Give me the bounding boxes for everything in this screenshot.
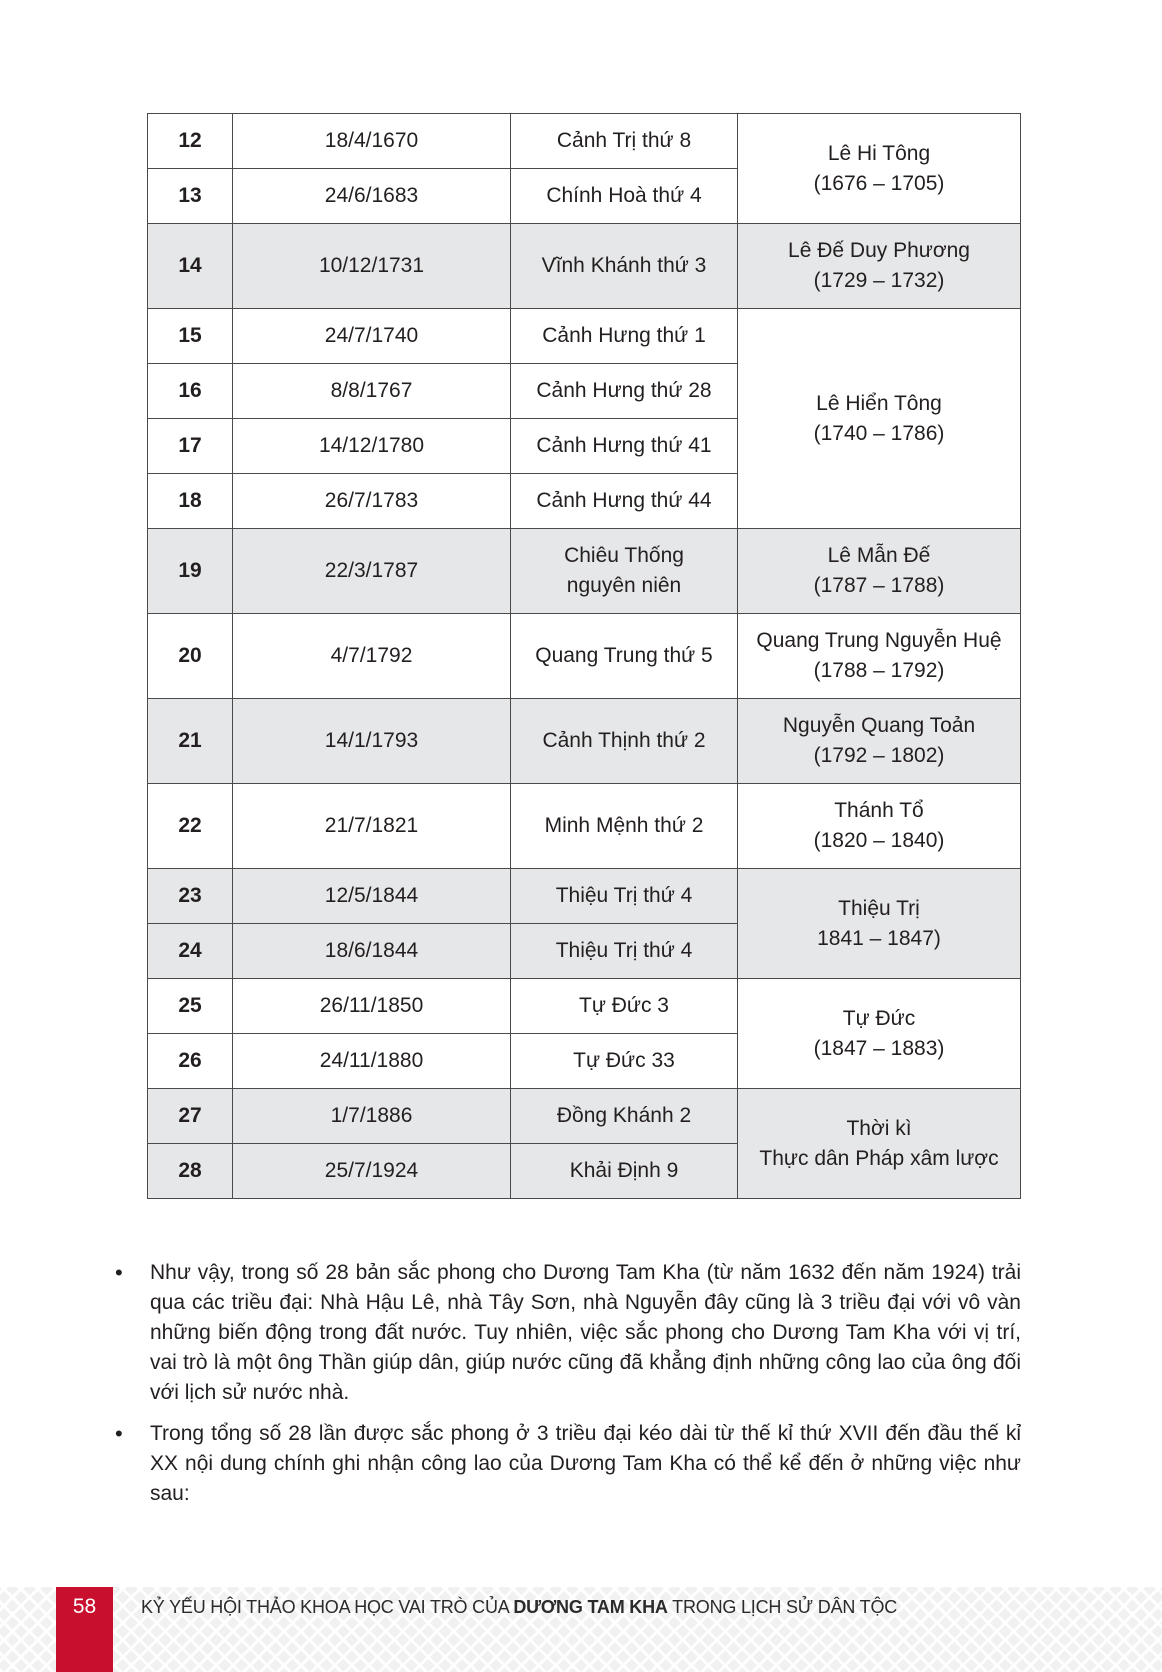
king-name: Lê Hiển Tông xyxy=(816,391,942,415)
row-date: 24/11/1880 xyxy=(233,1034,511,1089)
row-number: 27 xyxy=(148,1089,233,1144)
table-row xyxy=(148,309,1021,364)
row-number: 16 xyxy=(148,364,233,419)
bullet-text: Như vậy, trong số 28 bản sắc phong cho Dương Tam Kha (từ năm 1632 đến năm 1924) trải qua các triều đại: Nhà Hậu Lê, nhà Tây Sơn, nhà Nguyễn đây cũng là 3 triều đại với vô vàn những biến động trong đất nước. Tuy nhiên, việc sắc phong cho Dương Tam Kha với vị trí, vai trò là một ông Thần giúp dân, giúp nước cũng đã khẳng định những công lao của ông đối với lịch sử nước nhà. xyxy=(150,1261,1021,1404)
row-era: Minh Mệnh thứ 2 xyxy=(511,784,738,869)
row-number: 24 xyxy=(148,924,233,979)
row-era: Vĩnh Khánh thứ 3 xyxy=(511,224,738,309)
king-name: Lê Đế Duy Phương xyxy=(788,239,970,262)
row-date: 22/3/1787 xyxy=(233,529,511,614)
row-number: 22 xyxy=(148,784,233,869)
table-row xyxy=(148,784,1021,869)
row-era: Cảnh Trị thứ 8 xyxy=(511,114,738,169)
running-title-suffix: TRONG LỊCH SỬ DÂN TỘC xyxy=(667,1597,898,1617)
row-number: 17 xyxy=(148,419,233,474)
row-king xyxy=(738,979,1021,1089)
row-date: 4/7/1792 xyxy=(233,614,511,699)
list-item xyxy=(113,1258,1021,1408)
king-years: 1841 – 1847) xyxy=(817,926,941,950)
row-era: Thiệu Trị thứ 4 xyxy=(511,924,738,979)
row-era: Cảnh Hưng thứ 41 xyxy=(511,419,738,474)
king-name: Thiệu Trị xyxy=(838,896,920,920)
king-name: Lê Mẫn Đế xyxy=(827,544,931,567)
bullet-list xyxy=(113,1258,1021,1520)
row-king xyxy=(738,309,1021,529)
row-date: 26/11/1850 xyxy=(233,979,511,1034)
row-king xyxy=(738,1089,1021,1199)
table-row xyxy=(148,114,1021,169)
row-era: Đồng Khánh 2 xyxy=(511,1089,738,1144)
row-king xyxy=(738,869,1021,979)
king-years: (1676 – 1705) xyxy=(813,171,945,195)
row-era: Chính Hoà thứ 4 xyxy=(511,169,738,224)
reign-table xyxy=(147,113,1021,1199)
row-date: 21/7/1821 xyxy=(233,784,511,869)
row-date: 1/7/1886 xyxy=(233,1089,511,1144)
table-row xyxy=(148,699,1021,784)
row-king xyxy=(738,699,1021,784)
row-number: 12 xyxy=(148,114,233,169)
king-years: Thực dân Pháp xâm lược xyxy=(759,1146,999,1170)
row-date: 14/12/1780 xyxy=(233,419,511,474)
row-number: 14 xyxy=(148,224,233,309)
page-number: 58 xyxy=(56,1587,113,1672)
row-number: 21 xyxy=(148,699,233,784)
row-era: Cảnh Thịnh thứ 2 xyxy=(511,699,738,784)
row-date: 8/8/1767 xyxy=(233,364,511,419)
row-era: Cảnh Hưng thứ 28 xyxy=(511,364,738,419)
row-king xyxy=(738,114,1021,224)
row-number: 25 xyxy=(148,979,233,1034)
row-era: Tự Đức 3 xyxy=(511,979,738,1034)
row-date: 26/7/1783 xyxy=(233,474,511,529)
king-years: (1729 – 1732) xyxy=(813,269,945,292)
running-title-prefix: KỶ YẾU HỘI THẢO KHOA HỌC VAI TRÒ CỦA xyxy=(141,1597,514,1617)
king-name: Nguyễn Quang Toản xyxy=(782,714,976,737)
era-line: nguyên niên xyxy=(566,574,682,597)
row-king xyxy=(738,784,1021,869)
row-number: 15 xyxy=(148,309,233,364)
era-line: Chiêu Thống xyxy=(564,544,684,567)
king-years: (1788 – 1792) xyxy=(813,659,945,682)
row-number: 26 xyxy=(148,1034,233,1089)
bullet-icon: • xyxy=(115,1421,123,1446)
bullet-text: Trong tổng số 28 lần được sắc phong ở 3 triều đại kéo dài từ thế kỉ thứ XVII đến đầu thế kỉ XX nội dung chính ghi nhận công lao của Dương Tam Kha có thể kể đến ở những việc như sau: xyxy=(150,1422,1021,1505)
table-row xyxy=(148,224,1021,309)
king-years: (1847 – 1883) xyxy=(813,1036,945,1060)
king-years: (1792 – 1802) xyxy=(813,744,945,767)
row-number: 13 xyxy=(148,169,233,224)
row-number: 19 xyxy=(148,529,233,614)
row-date: 25/7/1924 xyxy=(233,1144,511,1199)
running-title xyxy=(141,1597,897,1618)
bullet-icon: • xyxy=(115,1260,123,1285)
row-date: 14/1/1793 xyxy=(233,699,511,784)
row-king xyxy=(738,614,1021,699)
row-number: 18 xyxy=(148,474,233,529)
king-name: Thời kì xyxy=(846,1116,912,1140)
row-era: Cảnh Hưng thứ 44 xyxy=(511,474,738,529)
row-date: 24/6/1683 xyxy=(233,169,511,224)
row-number: 28 xyxy=(148,1144,233,1199)
king-name: Tự Đức xyxy=(842,1006,916,1030)
table-row xyxy=(148,979,1021,1034)
row-date: 18/6/1844 xyxy=(233,924,511,979)
row-date: 10/12/1731 xyxy=(233,224,511,309)
king-name: Lê Hi Tông xyxy=(827,141,931,165)
king-years: (1787 – 1788) xyxy=(813,574,945,597)
row-date: 18/4/1670 xyxy=(233,114,511,169)
row-era: Thiệu Trị thứ 4 xyxy=(511,869,738,924)
table-row xyxy=(148,869,1021,924)
king-name: Quang Trung Nguyễn Huệ xyxy=(756,629,1002,652)
king-years: (1740 – 1786) xyxy=(813,421,945,445)
running-title-bold: DƯƠNG TAM KHA xyxy=(513,1597,668,1617)
row-era: Khải Định 9 xyxy=(511,1144,738,1199)
page-footer xyxy=(0,1587,1162,1672)
row-date: 24/7/1740 xyxy=(233,309,511,364)
table-row xyxy=(148,529,1021,614)
row-era xyxy=(511,529,738,614)
row-king xyxy=(738,529,1021,614)
row-date: 12/5/1844 xyxy=(233,869,511,924)
row-era: Tự Đức 33 xyxy=(511,1034,738,1089)
table-row xyxy=(148,614,1021,699)
row-number: 23 xyxy=(148,869,233,924)
king-name: Thánh Tổ xyxy=(834,799,924,822)
row-era: Quang Trung thứ 5 xyxy=(511,614,738,699)
table-row xyxy=(148,1089,1021,1144)
row-king xyxy=(738,224,1021,309)
list-item xyxy=(113,1419,1021,1509)
row-number: 20 xyxy=(148,614,233,699)
row-era: Cảnh Hưng thứ 1 xyxy=(511,309,738,364)
king-years: (1820 – 1840) xyxy=(813,829,945,852)
